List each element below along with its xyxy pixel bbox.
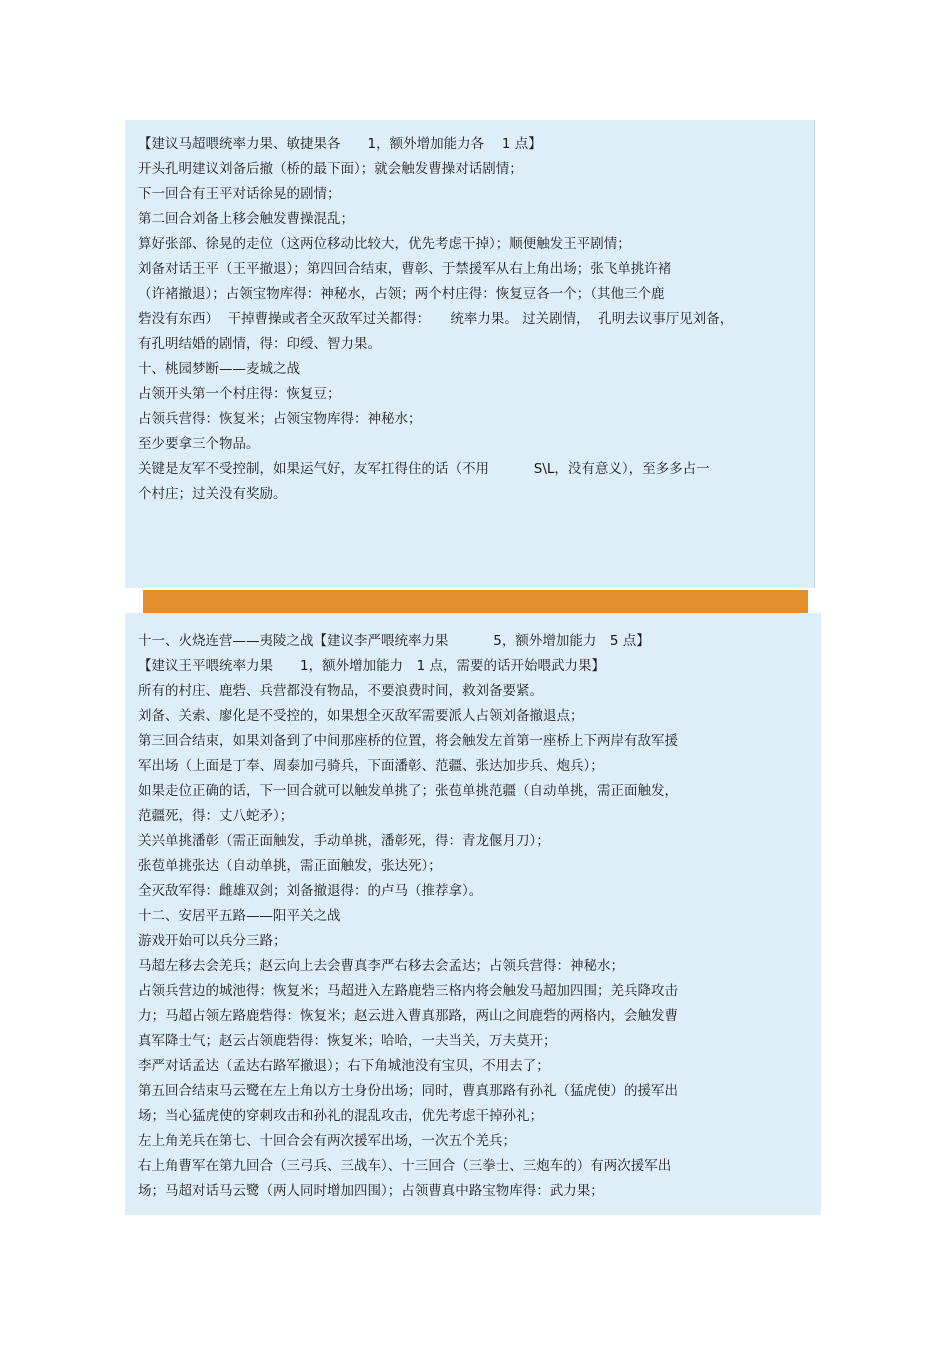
text-line: 第三回合结束，如果刘备到了中间那座桥的位置，将会触发左首第一座桥上下两岸有敌军援	[138, 733, 678, 749]
text-line: 刘备、关索、廖化是不受控的，如果想全灭敌军需要派人占领刘备撤退点；	[138, 708, 584, 724]
text-line: 李严对话孟达（孟达右路军撤退）；右下角城池没有宝贝，不用去了；	[138, 1058, 550, 1074]
text-panel-upper	[125, 120, 815, 588]
text-line: 力；马超占领左路鹿砦得：恢复米；赵云进入曹真那路，两山之间鹿砦的两格内，会触发曹	[138, 1008, 678, 1024]
text-line: 算好张部、徐晃的走位（这两位移动比较大，优先考虑干掉）；顺便触发王平剧情；	[138, 236, 631, 252]
text-line: 十二、安居平五路——阳平关之战	[138, 908, 341, 924]
text-line: 关兴单挑潘彰（需正面触发，手动单挑，潘彰死，得：青龙偃月刀）；	[138, 833, 550, 849]
text-line: 全灭敌军得：雌雄双剑；刘备撤退得：的卢马（推荐拿）。	[138, 883, 483, 899]
text-line: 场；马超对话马云鹭（两人同时增加四围）；占领曹真中路宝物库得：武力果；	[138, 1183, 604, 1199]
text-line: 范疆死，得：丈八蛇矛）；	[138, 808, 294, 824]
text-line: 第二回合刘备上移会触发曹操混乱；	[138, 211, 354, 227]
text-panel-lower	[125, 613, 821, 1215]
text-line: 马超左移去会羌兵；赵云向上去会曹真李严右移去会孟达；占领兵营得：神秘水；	[138, 958, 624, 974]
text-line: 军出场（上面是丁奉、周泰加弓骑兵，下面潘彰、范疆、张达加步兵、炮兵）；	[138, 758, 604, 774]
text-line: 占领兵营边的城池得：恢复米；马超进入左路鹿砦三格内将会触发马超加四围；羌兵降攻击	[138, 983, 678, 999]
text-line: 张苞单挑张达（自动单挑，需正面触发，张达死）；	[138, 858, 442, 874]
text-line: 游戏开始可以兵分三路；	[138, 933, 287, 949]
text-line: 场；当心猛虎使的穿刺攻击和孙礼的混乱攻击，优先考虑干掉孙礼；	[138, 1108, 543, 1124]
text-line: （许褚撤退）；占领宝物库得：神秘水，占领；两个村庄得：恢复豆各一个；（其他三个鹿	[138, 286, 665, 302]
text-line: 占领开头第一个村庄得：恢复豆；	[138, 386, 341, 402]
text-line: 下一回合有王平对话徐晃的剧情；	[138, 186, 341, 202]
text-line: 【建议马超喂统率力果、敏捷果各 1，额外增加能力各 1 点】	[138, 136, 542, 152]
text-line: 如果走位正确的话，下一回合就可以触发单挑了；张苞单挑范疆（自动单挑，需正面触发，	[138, 783, 678, 799]
text-line: 十一、火烧连营——夷陵之战【建议李严喂统率力果 5，额外增加能力 5 点】	[138, 633, 650, 649]
text-line: 占领兵营得：恢复米；占领宝物库得：神秘水；	[138, 411, 422, 427]
text-line: 真军降士气；赵云占领鹿砦得：恢复米；哈哈，一夫当关，万夫莫开；	[138, 1033, 557, 1049]
section-divider-bar	[143, 590, 808, 613]
text-line: 砦没有东西） 干掉曹操或者全灭敌军过关都得： 统率力果。 过关剧情， 孔明去议事厅见刘备，	[138, 311, 734, 327]
text-line: 十、桃园梦断——麦城之战	[138, 361, 300, 377]
text-line: 刘备对话王平（王平撤退）；第四回合结束，曹彰、于禁援军从右上角出场；张飞单挑许褚	[138, 261, 672, 277]
text-line: 关键是友军不受控制，如果运气好，友军扛得住的话（不用 S\L，没有意义），至多多占一	[138, 461, 710, 477]
text-line: 个村庄；过关没有奖励。	[138, 486, 287, 502]
text-line: 右上角曹军在第九回合（三弓兵、三战车）、十三回合（三拳士、三炮车的）有两次援军出	[138, 1158, 672, 1174]
text-line: 左上角羌兵在第七、十回合会有两次援军出场，一次五个羌兵；	[138, 1133, 516, 1149]
text-line: 【建议王平喂统率力果 1，额外增加能力 1 点，需要的话开始喂武力果】	[138, 658, 605, 674]
text-line: 第五回合结束马云鹭在左上角以方士身份出场；同时，曹真那路有孙礼（猛虎使）的援军出	[138, 1083, 678, 1099]
text-line: 所有的村庄、鹿砦、兵营都没有物品，不要浪费时间，救刘备要紧。	[138, 683, 543, 699]
text-line: 有孔明结婚的剧情，得：印绶、智力果。	[138, 336, 381, 352]
text-line: 开头孔明建议刘备后撤（桥的最下面）；就会触发曹操对话剧情；	[138, 161, 523, 177]
text-line: 至少要拿三个物品。	[138, 436, 260, 452]
